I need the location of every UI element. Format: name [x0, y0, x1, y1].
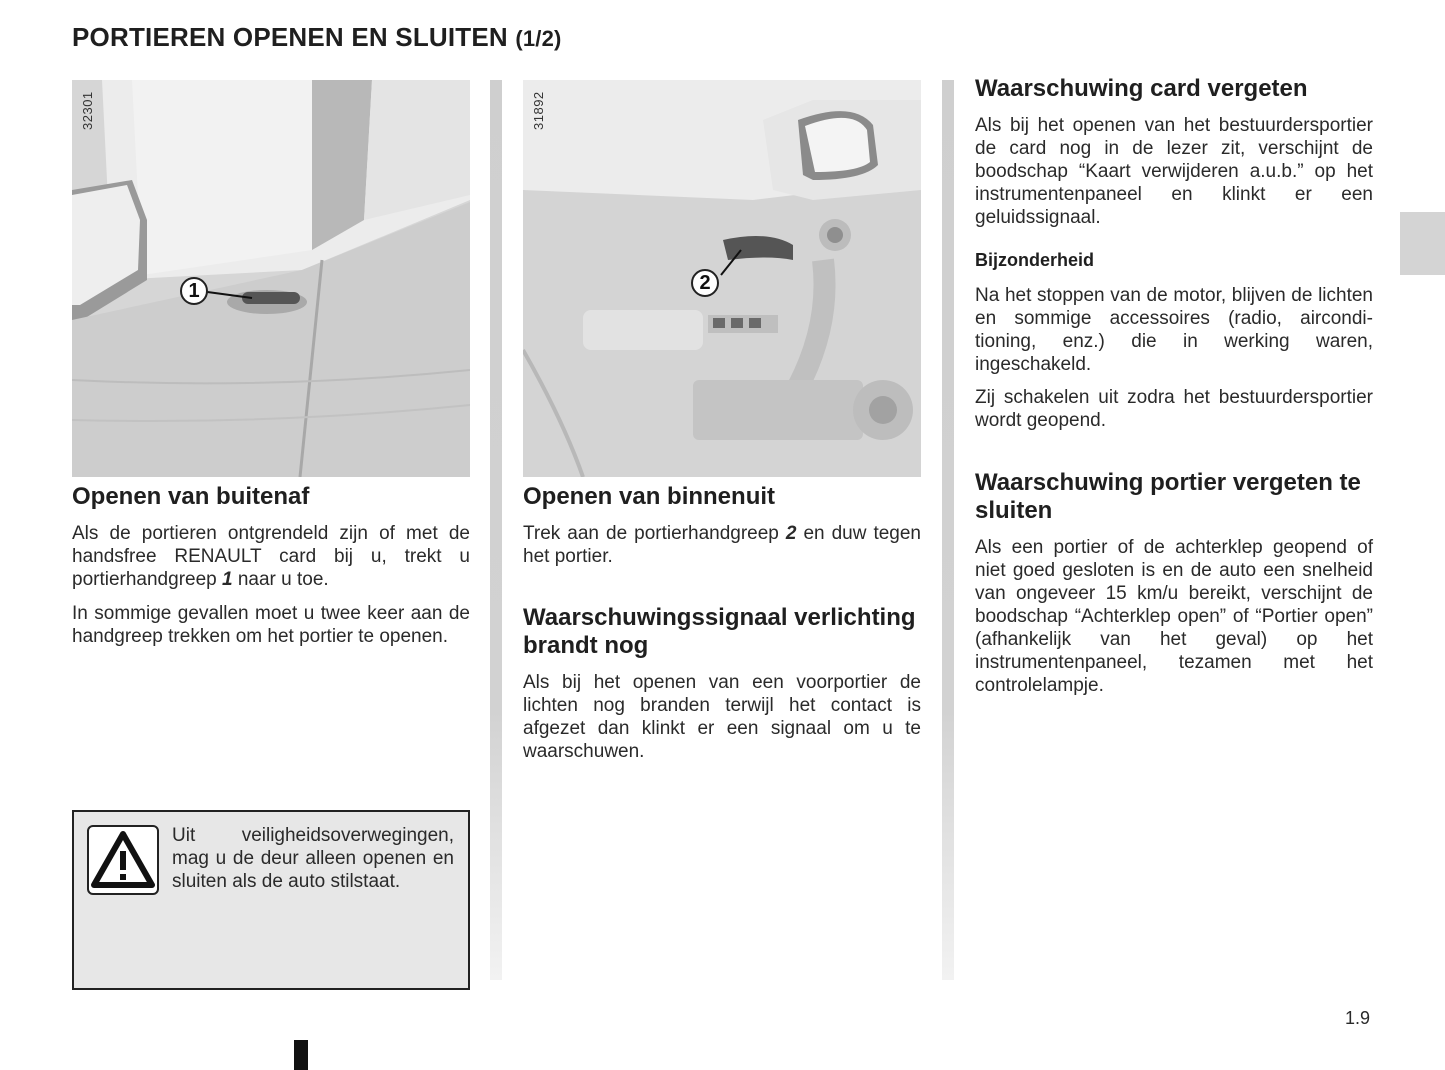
- exterior-door-illustration: [72, 80, 470, 477]
- column-divider-left: [490, 80, 502, 980]
- heading-lights-warning: Waarschuwingssignaal verlichting brandt nog: [523, 604, 916, 659]
- column-divider-right: [942, 80, 954, 980]
- heading-open-inside: Openen van binnenuit: [523, 483, 776, 510]
- interior-door-photo: [523, 80, 921, 477]
- interior-door-illustration: [523, 80, 921, 477]
- paragraph-door-open-warning: Als een portier of de achterklep geopend of niet goed gesloten is en de auto een snelheid van ongeveer 15 km/u bereikt, verschijnt de boodschap “Achterklep open” of “Portier open” (afhankelijk van het geval) op het instrumentenpaneel, tezamen met het controlelampje.: [975, 537, 1373, 696]
- page-number: 1.9: [1345, 1008, 1371, 1028]
- paragraph-card-forgotten: Als bij het openen van het bestuurdersportier de card nog in de lezer zit, verschijnt de boodschap “Kaart verwijderen a.u.b.” op het instrumentenpaneel en klinkt er een geluidssignaal.: [975, 115, 1373, 228]
- paragraph-accessories-off: Zij schakelen uit zodra het bestuurdersportier wordt geopend.: [975, 387, 1373, 431]
- warning-triangle-icon: [87, 825, 159, 895]
- paragraph-pull-twice: In sommige gevallen moet u twee keer aan de handgreep trekken om het portier te openen.: [72, 603, 470, 647]
- paragraph-open-outside: Als de portieren ontgrendeld zijn of met de handsfree RENAULT card bij u, trekt u portierhandgreep 1 naar u toe.: [72, 523, 470, 590]
- figure-code: 32301: [80, 91, 95, 130]
- callout-2: 2: [691, 269, 719, 297]
- page-title: [72, 22, 562, 53]
- paragraph-open-inside: Trek aan de portierhandgreep 2 en duw tegen het portier.: [523, 523, 922, 567]
- paragraph-accessories-on: Na het stoppen van de motor, blijven de lichten en sommige accessoires (radio, airconditioning, enz.) die in werking waren, ingeschakeld.: [975, 285, 1373, 375]
- page-title-part: (1/2): [515, 26, 562, 51]
- figure-code: 31892: [531, 91, 546, 130]
- section-side-tab: [1400, 212, 1445, 275]
- exterior-door-photo: [72, 80, 470, 477]
- safety-warning-text: Uit veiligheidsoverwegingen, mag u de deur alleen openen en sluiten als de auto stilstaat.: [172, 825, 454, 892]
- heading-door-open-warning: Waarschuwing portier vergeten te sluiten: [975, 469, 1361, 524]
- heading-open-outside: Openen van buitenaf: [72, 483, 310, 510]
- subheading-particularity: Bijzonderheid: [975, 250, 1095, 270]
- safety-warning-box: [72, 810, 470, 990]
- callout-1: 1: [180, 277, 208, 305]
- footer-mark: [294, 1040, 308, 1070]
- heading-card-forgotten: Waarschuwing card vergeten: [975, 75, 1308, 102]
- paragraph-lights-warning: Als bij het openen van een voorportier de lichten nog branden terwijl het contact is afgezet dan klinkt er een signaal om u te waarschuwen.: [523, 672, 921, 762]
- page-title-text: PORTIEREN OPENEN EN SLUITEN: [72, 22, 508, 52]
